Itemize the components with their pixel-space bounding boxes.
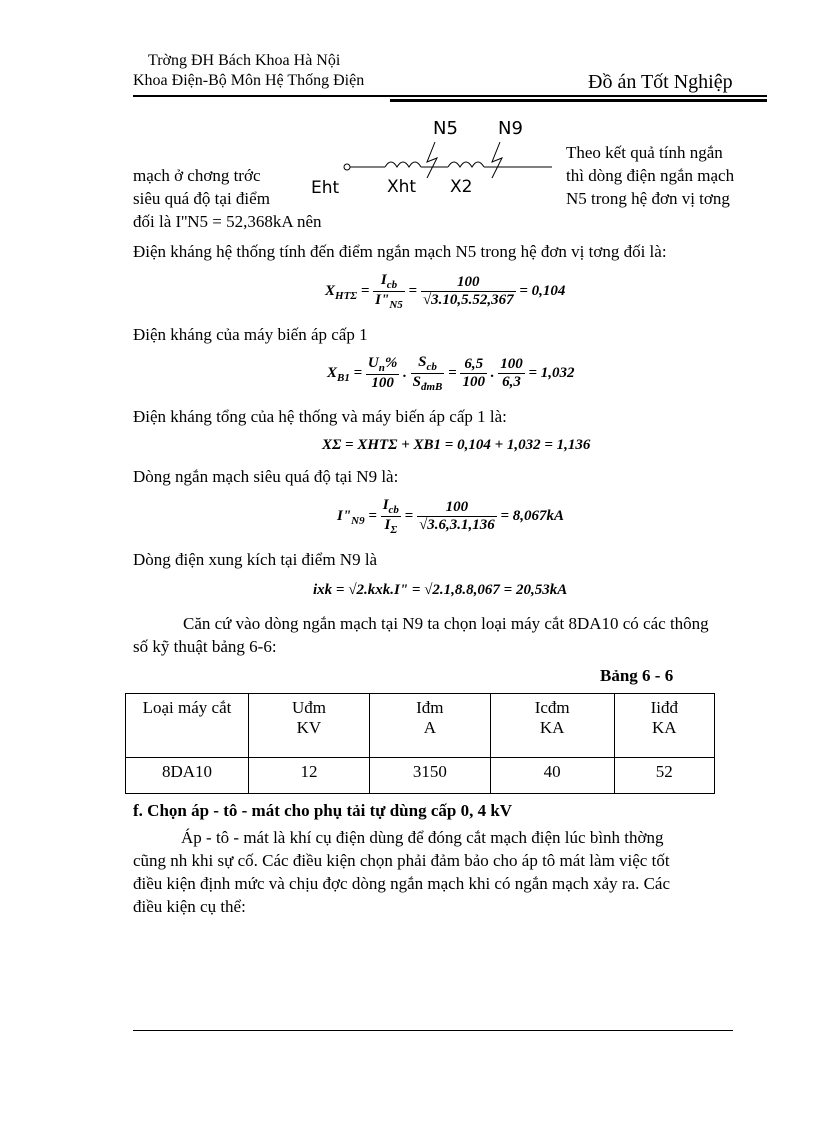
intro-right-2: thì dòng điện ngắn mạch <box>566 166 735 185</box>
para-5: Dòng điện xung kích tại điểm N9 là <box>133 550 378 569</box>
header-rule-thin <box>133 95 767 97</box>
xht-inductor <box>385 162 421 167</box>
table-cell: 8DA10 <box>126 758 249 794</box>
equation-5: ixk = √2.kxk.I" = √2.1,8.8,067 = 20,53kA <box>313 582 568 598</box>
intro-left-1: mạch ở chơng trớc <box>133 166 261 185</box>
para-2: Điện kháng của máy biến áp cấp 1 <box>133 325 368 344</box>
table-cell: 12 <box>249 758 370 794</box>
section-f-heading: f. Chọn áp - tô - mát cho phụ tải tự dùng cấp 0, 4 kV <box>133 801 513 820</box>
intro-left-2: siêu quá độ tại điểm <box>133 189 270 208</box>
table-caption: Bảng 6 - 6 <box>600 666 674 685</box>
header-cell: Loại máy cắt <box>126 694 249 758</box>
n5-fault-arrow <box>427 142 437 178</box>
para-3: Điện kháng tổng của hệ thống và máy biến áp cấp 1 là: <box>133 407 507 426</box>
section-f-line-2: cũng nh khi sự cố. Các điều kiện chọn phải đảm bảo cho áp tô mát làm việc tốt <box>133 851 670 870</box>
header-cell: Iiđđ KA <box>614 694 714 758</box>
intro-right-3: N5 trong hệ đơn vị tơng <box>566 189 730 208</box>
breaker-spec-table <box>125 693 715 794</box>
para-6a: Căn cứ vào dòng ngắn mạch tại N9 ta chọn loại máy cắt 8DA10 có các thông <box>183 614 709 633</box>
header-school: Trờng ĐH Bách Khoa Hà Nội <box>148 52 341 69</box>
header-rule-thick <box>390 99 767 102</box>
section-f-line-3: điều kiện định mức và chịu đợc dòng ngắn mạch khi có ngắn mạch xảy ra. Các <box>133 874 671 893</box>
diagram-eht: Eht <box>311 178 340 198</box>
header-cell: Icđm KA <box>490 694 614 758</box>
diagram-n5: N5 <box>433 118 458 139</box>
section-f-line-1: Áp - tô - mát là khí cụ điện dùng để đóng cắt mạch điện lúc bình thờng <box>181 828 664 847</box>
para-6b: số kỹ thuật bảng 6-6: <box>133 637 277 656</box>
section-f-line-4: điều kiện cụ thể: <box>133 897 246 916</box>
diagram-x2: X2 <box>450 177 473 197</box>
footer-rule <box>133 1030 733 1031</box>
equation-2: $X_{B1}$ = $\frac{U_n\%}{100}$ . $\frac{S_{cb}}{S_{đmB}}$ = $\frac{6,5}{100}$ . $\frac{100}{6,3}$ = 1,032 <box>327 354 575 393</box>
equation-4: $I"_{N9}$ = $\frac{I_{cb}}{I_\Sigma}$ = $\frac{100}{√3.6,3.1,136}$ = 8,067kA <box>337 497 565 536</box>
intro-left-3: đối là I''N5 = 52,368kA nên <box>133 212 322 231</box>
equation-1: $X_{HT\Sigma}$ = $\frac{I_{cb}}{I"_{N5}}$ = $\frac{100}{√3.10,5.52,367}$ = 0,104 <box>325 272 566 311</box>
terminal-node <box>344 164 350 170</box>
header-cell: Uđm KV <box>249 694 370 758</box>
table-cell: 40 <box>490 758 614 794</box>
header-cell: Iđm A <box>369 694 490 758</box>
table-cell: 52 <box>614 758 714 794</box>
diagram-xht: Xht <box>387 177 417 197</box>
table-row <box>126 758 715 794</box>
equation-3: XΣ = XHTΣ + XB1 = 0,104 + 1,032 = 1,136 <box>322 437 591 453</box>
diagram-n9: N9 <box>498 118 523 139</box>
header-doc-title: Đồ án Tốt Nghiệp <box>588 71 733 93</box>
para-4: Dòng ngắn mạch siêu quá độ tại N9 là: <box>133 467 399 486</box>
header-faculty: Khoa Điện-Bộ Môn Hệ Thống Điện <box>133 72 365 89</box>
x2-inductor <box>448 162 484 167</box>
n9-fault-arrow <box>492 142 502 178</box>
intro-right-1: Theo kết quả tính ngắn <box>566 143 723 162</box>
table-cell: 3150 <box>369 758 490 794</box>
table-header-row <box>126 694 715 758</box>
para-1: Điện kháng hệ thống tính đến điểm ngắn mạch N5 trong hệ đơn vị tơng đối là: <box>133 242 667 261</box>
